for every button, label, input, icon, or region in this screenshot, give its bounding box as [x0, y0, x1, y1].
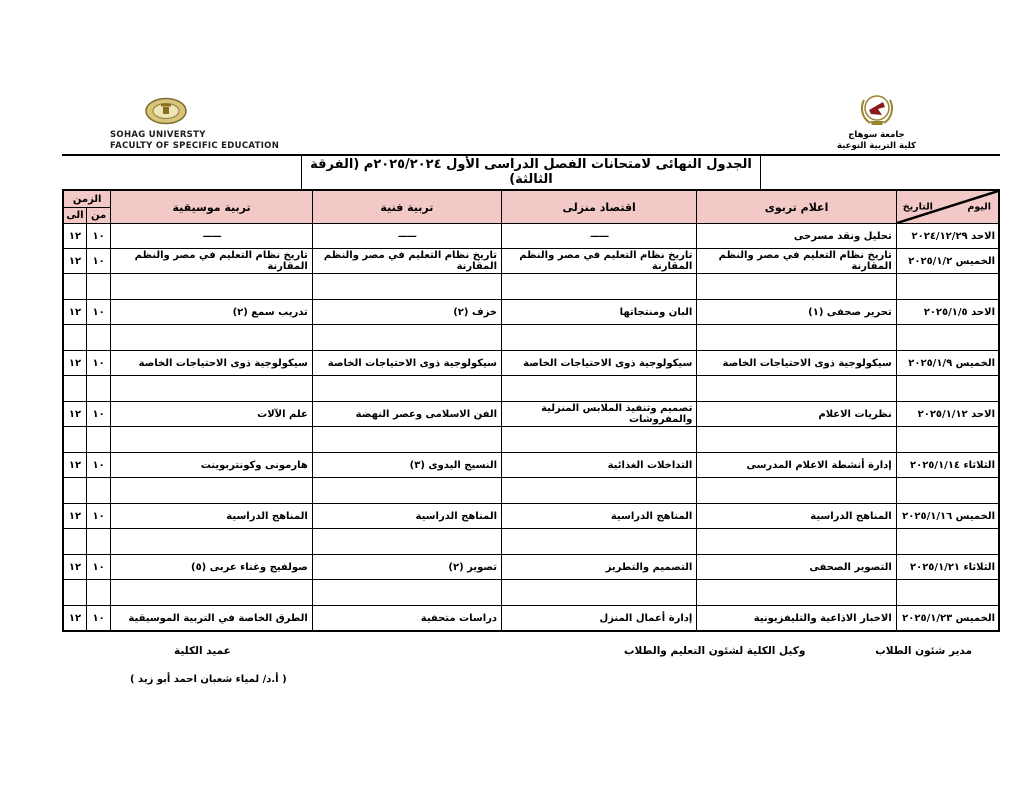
spacer-cell: [312, 376, 501, 402]
exam-schedule-table: [62, 189, 1000, 632]
column-header-music: تربية موسيقية: [111, 190, 312, 224]
cell-art: ——: [312, 224, 501, 249]
day-date-corner-cell: [896, 190, 999, 224]
letterhead: [62, 94, 1000, 154]
cell-time-from: ١٠: [86, 224, 110, 249]
spacer-cell: [697, 478, 896, 504]
cell-time-from: ١٠: [86, 555, 110, 580]
cell-home-economics: التداخلات الغذائية: [502, 453, 697, 478]
spacer-cell: [111, 325, 312, 351]
spacer-cell: [111, 376, 312, 402]
cell-home-economics: المناهج الدراسية: [502, 504, 697, 529]
spacer-cell: [502, 274, 697, 300]
spacer-cell: [86, 376, 110, 402]
cell-time-from: ١٠: [86, 504, 110, 529]
table-body: [63, 224, 999, 632]
spacer-cell: [502, 325, 697, 351]
spacer-row: [63, 274, 999, 300]
corner-date-label: التاريخ: [902, 201, 933, 213]
faculty-logo: [858, 94, 896, 130]
spacer-cell: [896, 274, 999, 300]
cell-time-to: ١٢: [63, 555, 86, 580]
spacer-cell: [63, 478, 86, 504]
column-header-media: اعلام تربوى: [697, 190, 896, 224]
cell-art: المناهج الدراسية: [312, 504, 501, 529]
student-affairs-director-label: مدير شئون الطلاب: [875, 645, 972, 658]
dean-label: عميد الكلية: [174, 645, 231, 658]
university-brand-ar: [837, 94, 916, 151]
cell-day-date: الخميس ٢٠٢٥/١/٩: [896, 351, 999, 376]
spacer-cell: [502, 376, 697, 402]
spacer-cell: [86, 427, 110, 453]
page-title: الجدول النهائى لامتحانات الفصل الدراسى الأول ٢٠٢٥/٢٠٢٤م (الفرقة الثالثة): [301, 156, 761, 189]
table-row: [63, 453, 999, 478]
cell-art: الفن الاسلامى وعصر النهضة: [312, 402, 501, 427]
spacer-cell: [896, 376, 999, 402]
cell-home-economics: التصميم والتطريز: [502, 555, 697, 580]
cell-music: صولفيج وغناء عربى (٥): [111, 555, 312, 580]
spacer-cell: [86, 274, 110, 300]
spacer-cell: [111, 529, 312, 555]
spacer-row: [63, 427, 999, 453]
cell-music: ——: [111, 224, 312, 249]
table-row: [63, 555, 999, 580]
spacer-cell: [86, 478, 110, 504]
cell-media: تحليل ونقد مسرحى: [697, 224, 896, 249]
university-name-ar: جامعة سوهاج: [848, 130, 905, 140]
spacer-cell: [896, 478, 999, 504]
spacer-row: [63, 478, 999, 504]
table-row: [63, 224, 999, 249]
spacer-cell: [697, 580, 896, 606]
table-row: [63, 351, 999, 376]
table-row: [63, 249, 999, 274]
cell-music: تدريب سمع (٢): [111, 300, 312, 325]
cell-media: نظريات الاعلام: [697, 402, 896, 427]
spacer-cell: [86, 325, 110, 351]
spacer-cell: [697, 274, 896, 300]
cell-art: خزف (٢): [312, 300, 501, 325]
cell-media: التصوير الصحفى: [697, 555, 896, 580]
spacer-cell: [63, 427, 86, 453]
spacer-cell: [111, 580, 312, 606]
spacer-row: [63, 376, 999, 402]
table-row: [63, 402, 999, 427]
spacer-cell: [697, 325, 896, 351]
cell-art: تصوير (٢): [312, 555, 501, 580]
spacer-cell: [312, 580, 501, 606]
spacer-cell: [63, 580, 86, 606]
spacer-cell: [63, 529, 86, 555]
cell-media: إدارة أنشطة الاعلام المدرسى: [697, 453, 896, 478]
spacer-cell: [312, 427, 501, 453]
spacer-cell: [896, 427, 999, 453]
cell-media: تحرير صحفى (١): [697, 300, 896, 325]
cell-day-date: الاحد ٢٠٢٥/١/١٢: [896, 402, 999, 427]
cell-day-date: الثلاثاء ٢٠٢٥/١/١٤: [896, 453, 999, 478]
cell-home-economics: تصميم وتنفيذ الملابس المنزلية والمفروشات: [502, 402, 697, 427]
faculty-name-en: FACULTY OF SPECIFIC EDUCATION: [110, 140, 280, 151]
cell-time-to: ١٢: [63, 504, 86, 529]
column-header-time: الزمن: [63, 190, 111, 207]
cell-music: علم الآلات: [111, 402, 312, 427]
cell-time-to: ١٢: [63, 453, 86, 478]
spacer-cell: [896, 529, 999, 555]
spacer-cell: [312, 325, 501, 351]
cell-time-from: ١٠: [86, 453, 110, 478]
faculty-name-ar: كلية التربية النوعية: [837, 140, 916, 151]
cell-media: تاريخ نظام التعليم في مصر والنظم المقارنة: [697, 249, 896, 274]
cell-home-economics: البان ومنتجاتها: [502, 300, 697, 325]
spacer-cell: [111, 478, 312, 504]
cell-home-economics: إدارة أعمال المنزل: [502, 606, 697, 632]
document-sheet: [62, 94, 1000, 702]
spacer-cell: [63, 274, 86, 300]
column-header-time-to: الى: [63, 207, 86, 223]
cell-art: سيكولوجية ذوى الاحتياجات الخاصة: [312, 351, 501, 376]
cell-home-economics: سيكولوجية ذوى الاحتياجات الخاصة: [502, 351, 697, 376]
cell-art: النسيج اليدوى (٣): [312, 453, 501, 478]
cell-day-date: الاحد ٢٠٢٥/١/٥: [896, 300, 999, 325]
spacer-cell: [896, 580, 999, 606]
cell-time-to: ١٢: [63, 300, 86, 325]
spacer-cell: [111, 274, 312, 300]
cell-day-date: الاحد ٢٠٢٤/١٢/٢٩: [896, 224, 999, 249]
cell-time-from: ١٠: [86, 402, 110, 427]
cell-music: الطرق الخاصة في التربية الموسيقية: [111, 606, 312, 632]
table-row: [63, 300, 999, 325]
spacer-cell: [312, 478, 501, 504]
spacer-cell: [697, 427, 896, 453]
spacer-cell: [502, 580, 697, 606]
dean-name: ( أ.د/ لمياء شعبان احمد أبو زيد ): [130, 674, 287, 686]
spacer-cell: [312, 529, 501, 555]
cell-time-from: ١٠: [86, 351, 110, 376]
spacer-cell: [111, 427, 312, 453]
cell-time-to: ١٢: [63, 606, 86, 632]
spacer-cell: [697, 376, 896, 402]
cell-time-from: ١٠: [86, 249, 110, 274]
spacer-cell: [63, 376, 86, 402]
spacer-cell: [697, 529, 896, 555]
spacer-cell: [502, 427, 697, 453]
cell-music: سيكولوجية ذوى الاحتياجات الخاصة: [111, 351, 312, 376]
cell-day-date: الخميس ٢٠٢٥/١/٢: [896, 249, 999, 274]
table-row: [63, 606, 999, 632]
spacer-row: [63, 529, 999, 555]
column-header-art: تربية فنية: [312, 190, 501, 224]
cell-media: سيكولوجية ذوى الاحتياجات الخاصة: [697, 351, 896, 376]
spacer-cell: [502, 478, 697, 504]
sohag-university-logo: [144, 97, 279, 129]
cell-time-from: ١٠: [86, 300, 110, 325]
cell-art: تاريخ نظام التعليم في مصر والنظم المقارنة: [312, 249, 501, 274]
cell-art: دراسات متحفية: [312, 606, 501, 632]
table-row: [63, 504, 999, 529]
corner-day-label: اليوم: [967, 201, 991, 213]
spacer-cell: [312, 274, 501, 300]
spacer-row: [63, 325, 999, 351]
spacer-cell: [502, 529, 697, 555]
cell-music: تاريخ نظام التعليم في مصر والنظم المقارنة: [111, 249, 312, 274]
university-name-en: SOHAG UNIVERSTY: [110, 130, 206, 140]
cell-home-economics: تاريخ نظام التعليم في مصر والنظم المقارنة: [502, 249, 697, 274]
cell-media: الاخبار الاذاعية والتليفزيونية: [697, 606, 896, 632]
cell-day-date: الثلاثاء ٢٠٢٥/١/٢١: [896, 555, 999, 580]
cell-home-economics: ——: [502, 224, 697, 249]
cell-day-date: الخميس ٢٠٢٥/١/١٦: [896, 504, 999, 529]
column-header-home-economics: اقتصاد منزلى: [502, 190, 697, 224]
spacer-row: [63, 580, 999, 606]
spacer-cell: [86, 580, 110, 606]
signature-row: [62, 632, 1000, 702]
spacer-cell: [86, 529, 110, 555]
cell-day-date: الخميس ٢٠٢٥/١/٢٣: [896, 606, 999, 632]
cell-time-to: ١٢: [63, 402, 86, 427]
cell-music: المناهج الدراسية: [111, 504, 312, 529]
spacer-cell: [63, 325, 86, 351]
table-header: [63, 190, 999, 224]
university-brand-en: [110, 97, 279, 151]
column-header-time-from: من: [86, 207, 110, 223]
spacer-cell: [896, 325, 999, 351]
cell-media: المناهج الدراسية: [697, 504, 896, 529]
cell-time-to: ١٢: [63, 351, 86, 376]
cell-time-to: ١٢: [63, 224, 86, 249]
vice-dean-label: وكيل الكلية لشئون التعليم والطلاب: [624, 645, 806, 658]
cell-music: هارمونى وكونتربوينت: [111, 453, 312, 478]
cell-time-to: ١٢: [63, 249, 86, 274]
cell-time-from: ١٠: [86, 606, 110, 632]
